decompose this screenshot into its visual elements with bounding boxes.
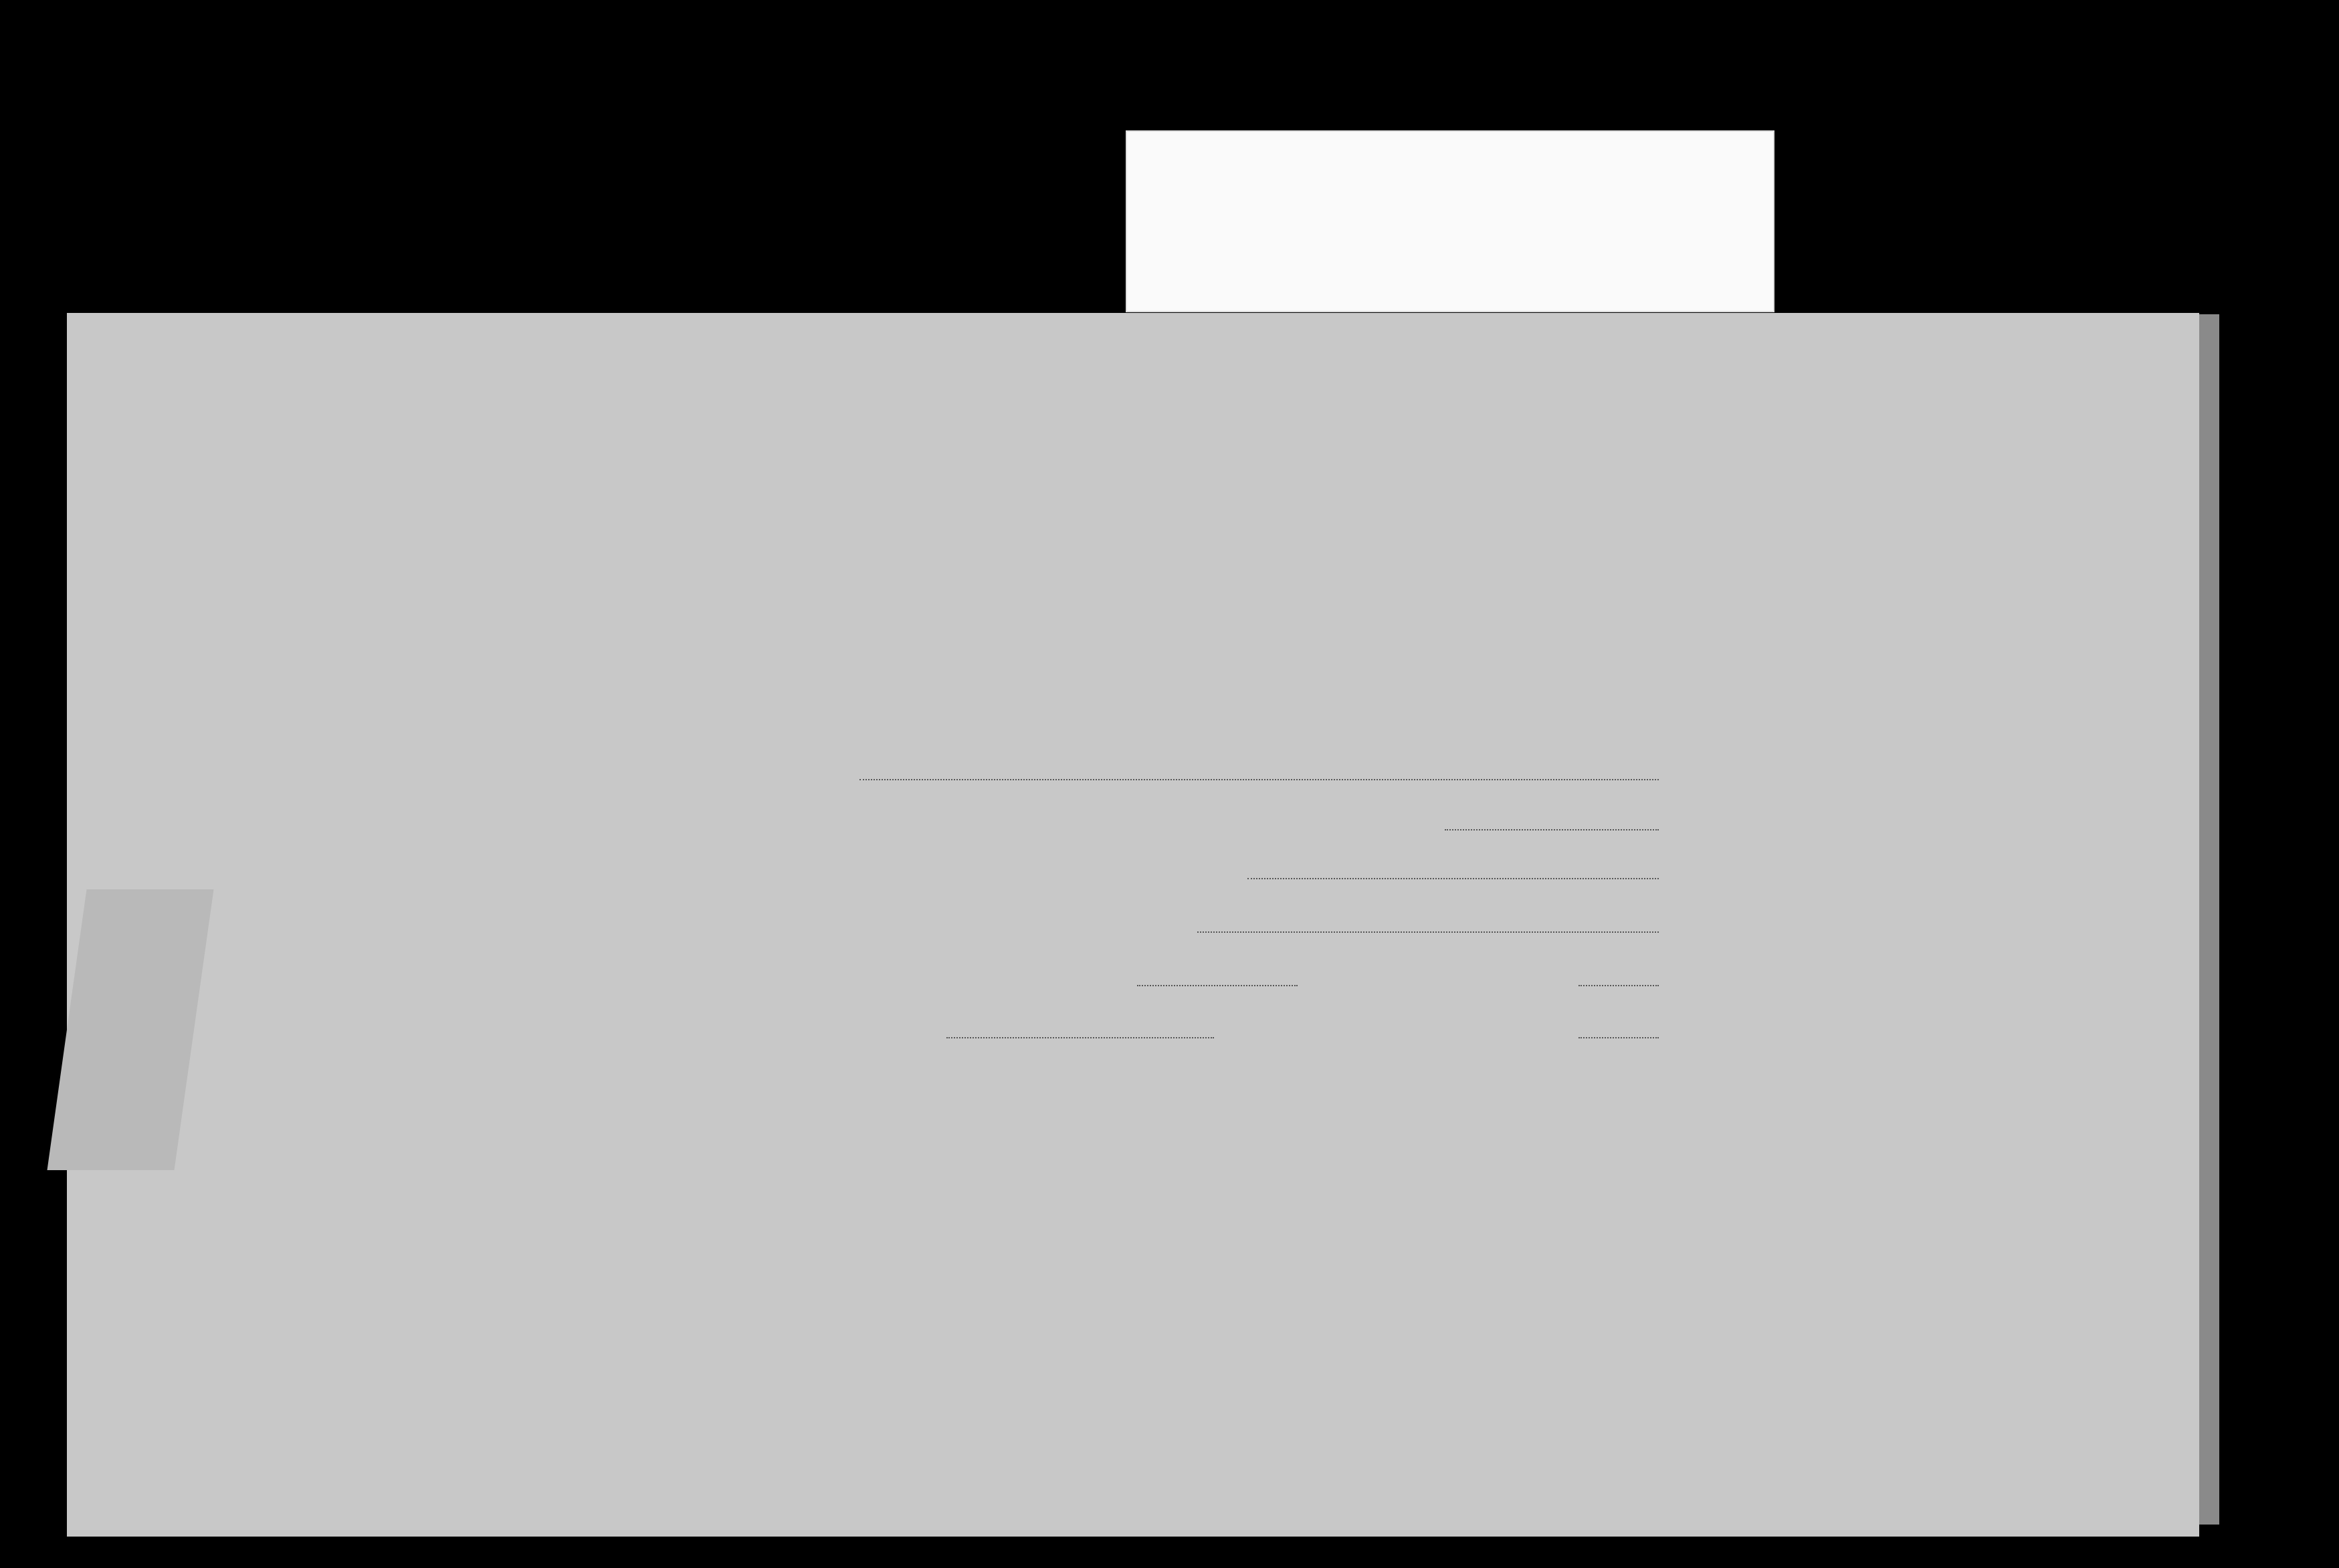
form-field-market-distance[interactable] <box>1579 1037 1659 1038</box>
pop-women-all <box>1784 843 1804 896</box>
pop-men <box>1756 923 1776 996</box>
form-field-village-distance[interactable] <box>1579 985 1659 986</box>
hired-label <box>311 669 338 1070</box>
form-field-market[interactable] <box>946 1037 1214 1038</box>
form-field-kind[interactable] <box>1247 878 1659 879</box>
form-field-farmed[interactable] <box>1197 931 1659 933</box>
pop-women <box>1756 796 1776 869</box>
pop-men-all <box>1784 970 1804 1023</box>
pop-total <box>1766 729 1806 779</box>
pop-women-incl <box>1784 779 1804 846</box>
form-field-other-land[interactable] <box>1445 829 1659 830</box>
form-field-owner[interactable] <box>859 779 1659 780</box>
vnenadel-label <box>87 1371 134 1484</box>
pop-men-incl <box>1784 903 1804 970</box>
pop-title <box>1699 652 1739 1053</box>
form-field-village[interactable] <box>1137 985 1298 986</box>
